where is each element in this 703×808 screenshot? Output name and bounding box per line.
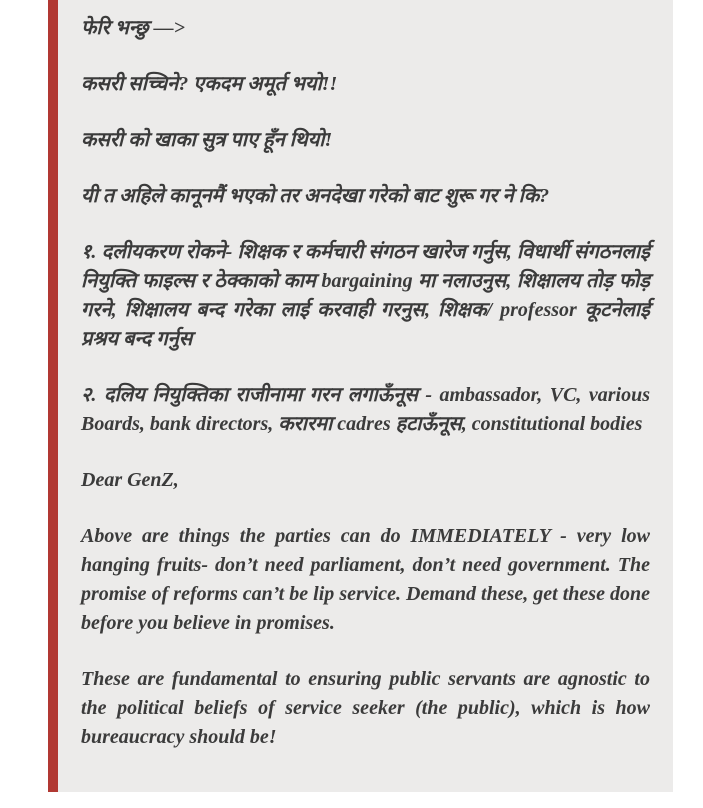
quote-paragraph-point-2: २. दलिय नियुक्तिका राजीनामा गरन लगाऊँनूस - ambassador, VC, various Boards, bank directors, करारमा cadres हटाऊँनूस, constitutional bodies — [81, 384, 650, 435]
quote-paragraph-question-2: कसरी को खाका सुत्र पाए हूँन थियो! — [81, 129, 333, 151]
quote-paragraph-message-2: These are fundamental to ensuring public servants are agnostic to the political beliefs of service seeker (the public), which is how bureaucracy should be! — [81, 668, 650, 748]
quote-paragraph-question-3: यी त अहिले कानूनमैं भएको तर अनदेखा गरेको बाट शुरू गर ने कि? — [81, 185, 550, 207]
quote-block — [48, 0, 673, 792]
quote-paragraph-salutation: Dear GenZ, — [81, 469, 179, 491]
quote-paragraph-message-1: Above are things the parties can do IMMEDIATELY - very low hanging fruits- don’t need parliament, don’t need government. The promise of reforms can’t be lip service. Demand these, get these done before you believe in promises. — [81, 525, 650, 634]
quote-paragraph-intro: फेरि भन्छु —> — [81, 17, 185, 39]
quote-paragraph-point-1: १. दलीयकरण रोकने- शिक्षक र कर्मचारी संगठन खारेज गर्नुस, विधार्थी संगठनलाई नियुक्ति फाइल्स र ठेक्काको काम bargaining मा नलाउनुस, शिक्षालय तोड़ फोड़ गरने, शिक्षालय बन्द गरेका लाई करवाही गरनुस, शिक्षक/ professor कूटनेलाई प्रश्रय बन्द गर्नुस — [81, 241, 650, 350]
quote-paragraph-question-1: कसरी सच्चिने? एकदम अमूर्त भयो!! — [81, 73, 338, 95]
